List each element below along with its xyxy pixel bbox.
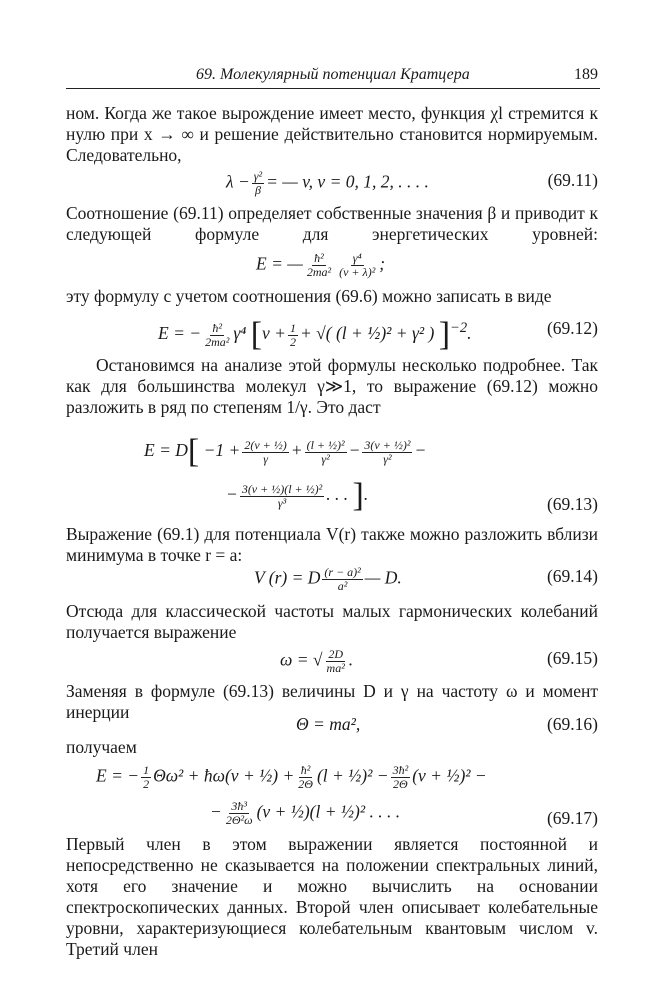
equation-number: (69.12)	[546, 318, 598, 338]
equation-body: ω = √ $\frac{2D}{\text{ma²}}$ .	[280, 647, 354, 675]
equation-body: E = — $\frac{\text{ħ²}}{\text{2ma²}}$ $\frac{\text{γ⁴}}{\text{(v + λ)²}}$ ;	[256, 251, 386, 279]
equation-69-14	[66, 565, 598, 593]
equation-body-line1: E = D[ −1 + $\frac{\text{2(v + ½)}}{\gamma}$ + $\frac{\text{(l + ½)²}}{\text{γ²}}$ − $\frac{\text{3(v + ½)²}}{\text{γ²}}$ −	[144, 433, 427, 470]
paragraph: Соотношение (69.11) определяет собственные значения β и приводит к следующей формуле для энергетических уровней:	[66, 203, 598, 244]
paragraph: Остановимся на анализе этой формулы несколько подробнее. Так как для большинства молекул γ≫1, то выражение (69.12) можно разложить в ряд по степеням 1/γ. Это даст	[66, 355, 598, 417]
section-title: 69. Молекулярный потенциал Кратцера	[196, 66, 470, 83]
paragraph: Отсюда для классической частоты малых гармонических колебаний получается выражение	[66, 601, 598, 642]
running-header	[66, 66, 600, 89]
equation-69-15	[66, 647, 598, 675]
equation-number: (69.13)	[546, 494, 598, 514]
equation-number: (69.16)	[546, 714, 598, 734]
equation-body: λ − $\frac{\text{γ²}}{\beta}$ = — v, v = 0, 1, 2, . . . .	[226, 169, 429, 197]
equation-69-12	[66, 316, 598, 353]
equation-body-line2: − $\frac{\text{3(v + ½)(l + ½)²}}{\text{γ³}}$ . . . ].	[226, 477, 369, 514]
paragraph: ном. Когда же такое вырождение имеет место, функция χl стремится к нулю при x → ∞ и решение действительно становится нормируемым. Следовательно,	[66, 103, 598, 165]
equation-body: V (r) = D $\frac{\text{(r − a)²}}{\text{a²}}$ — D.	[254, 565, 402, 593]
paragraph: Заменяя в формуле (69.13) величины D и γ на частоту ω и момент инерции	[66, 681, 598, 722]
equation-69-11	[66, 169, 598, 197]
paragraph: получаем	[66, 737, 137, 757]
equation-69-13	[66, 425, 598, 515]
equation-energy	[66, 251, 598, 279]
equation-69-17	[66, 764, 598, 832]
page-number: 189	[574, 66, 598, 83]
equation-number: (69.14)	[546, 566, 598, 586]
equation-body-line1: E = − $\frac{1}{2}$ Θω² + ħω(v + ½) + $\frac{\text{ħ²}}{2\Theta}$ (l + ½)² − $\frac{\text{3ħ²}}{2\Theta}$ (v + ½)² −	[96, 763, 487, 791]
equation-number: (69.17)	[546, 808, 598, 828]
paragraph: эту формулу с учетом соотношения (69.6) можно записать в виде	[66, 286, 552, 306]
equation-body: E = − $\frac{\text{ħ²}}{\text{2ma²}}$ γ⁴ [v + $\frac{1}{2}$ + √( (l + ½)² + γ² ) ]$^{-2}$.	[158, 316, 472, 353]
paragraph: Первый член в этом выражении является постоянной и непосредственно не сказывается на положении спектральных линий, хотя его значение и можно вычислить на основании спектроскопических данных. Второй член описывает колебательные уровни, характеризующиеся колебательным квантовым числом v. Третий член	[66, 834, 598, 959]
equation-number: (69.11)	[547, 170, 598, 190]
paragraph: Выражение (69.1) для потенциала V(r) также можно разложить вблизи минимума в точке r = a:	[66, 524, 598, 565]
equation-number: (69.15)	[546, 648, 598, 668]
equation-body: Θ = ma²,	[296, 714, 361, 734]
equation-69-16	[66, 714, 598, 738]
equation-body-line2: − $\frac{\text{3ħ³}}{\text{2Θ²ω}}$ (v + ½)(l + ½)² . . . .	[210, 799, 401, 827]
